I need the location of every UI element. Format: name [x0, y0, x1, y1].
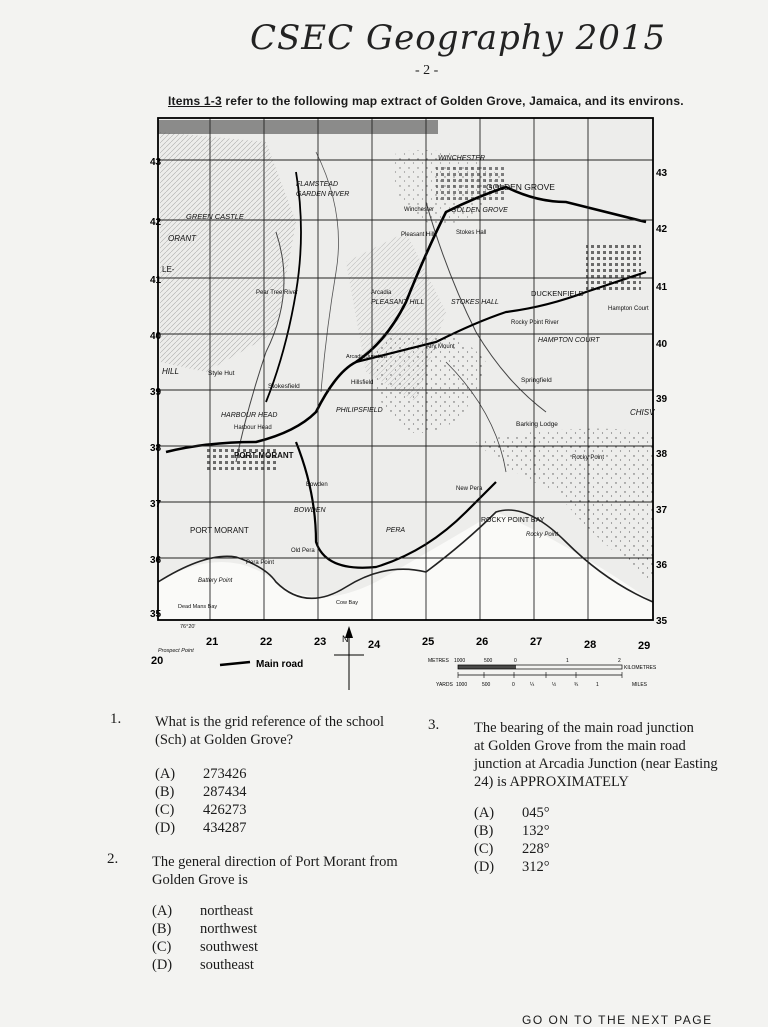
edge-label: CHISV [630, 408, 655, 417]
question-text: Golden Grove is [152, 872, 248, 888]
svg-text:1: 1 [566, 658, 569, 664]
northing-right: 43 [656, 168, 668, 179]
place-label: Pear Tree River [256, 290, 299, 296]
northing-right: 39 [656, 394, 668, 405]
northing-left: 38 [150, 443, 162, 454]
place-label: Style Hut [208, 370, 235, 377]
svg-text:1000: 1000 [456, 682, 468, 688]
place-label: GREEN CASTLE [186, 212, 244, 221]
legend-road-sample [220, 662, 250, 665]
place-label: PHILIPSFIELD [336, 407, 383, 414]
svg-text:1000: 1000 [454, 658, 466, 664]
svg-text:0: 0 [514, 658, 517, 664]
northing-left: 42 [150, 217, 162, 228]
answer-option[interactable]: (B) 287434 [155, 784, 247, 800]
question-text: junction at Arcadia Junction (near Easting [474, 756, 718, 772]
northing-right: 35 [656, 616, 668, 627]
northing-right: 38 [656, 449, 668, 460]
place-label: Springfield [521, 377, 552, 384]
place-label: GARDEN RIVER [296, 191, 350, 198]
answer-option[interactable]: (C) 426273 [155, 802, 247, 818]
svg-text:500: 500 [484, 658, 493, 664]
answer-option[interactable]: (B) northwest [152, 921, 258, 937]
page-number: - 2 - [415, 63, 439, 78]
place-label: Battery Point [198, 578, 233, 584]
answer-option[interactable]: (D) 312° [474, 859, 550, 875]
edge-label: HILL [162, 367, 179, 376]
northing-left: 36 [150, 555, 162, 566]
question-text: at Golden Grove from the main road [474, 738, 686, 754]
northing-left: 39 [150, 387, 162, 398]
legend-road-label: Main road [256, 659, 304, 670]
place-label: HAMPTON COURT [538, 337, 600, 344]
answer-option[interactable]: (A) 045° [474, 805, 550, 821]
northing-right: 37 [656, 505, 668, 516]
place-label: 76°20' [180, 624, 196, 630]
place-label: Dead Mans Bay [178, 604, 218, 610]
place-label: PORT MORANT [234, 451, 294, 460]
answer-option[interactable]: (C) 228° [474, 841, 550, 857]
next-page-note: GO ON TO THE NEXT PAGE [522, 1013, 713, 1027]
north-arrow [334, 626, 364, 690]
question-number: 2. [107, 851, 119, 867]
place-label: Rocky Point [572, 455, 605, 461]
easting: 23 [314, 636, 327, 648]
place-label: Harbour Head [234, 425, 272, 431]
question-text: The bearing of the main road junction [474, 720, 694, 736]
place-label: Prospect Point [158, 648, 194, 654]
place-label: Bowden [306, 482, 328, 488]
place-label: Winchester [404, 207, 435, 213]
easting: 27 [530, 636, 543, 648]
answer-option[interactable]: (A) northeast [152, 903, 254, 919]
map-intro-text [168, 94, 684, 108]
topographic-map [146, 112, 666, 702]
place-label: STOKES HALL [451, 299, 499, 306]
svg-text:¾: ¾ [574, 682, 579, 688]
place-label: WINCHESTER [438, 155, 486, 162]
svg-text:METRES: METRES [428, 658, 449, 664]
northing-left: 43 [150, 157, 162, 168]
place-label: Rocky Point River [511, 320, 559, 326]
svg-text:½: ½ [552, 682, 557, 688]
place-label: GOLDEN GROVE [486, 182, 555, 192]
place-label: Hampton Court [608, 306, 649, 312]
place-label: Arcadia [371, 290, 392, 296]
answer-option[interactable]: (C) southwest [152, 939, 258, 955]
easting: 20 [151, 655, 164, 667]
easting: 22 [260, 636, 273, 648]
svg-text:0: 0 [512, 682, 515, 688]
scale-bar [428, 658, 657, 688]
answer-option[interactable]: (D) southeast [152, 957, 254, 973]
easting: 21 [206, 636, 219, 648]
svg-text:1: 1 [596, 682, 599, 688]
svg-text:500: 500 [482, 682, 491, 688]
edge-label: LE- [162, 265, 175, 274]
question-3 [474, 719, 744, 876]
northing-left: 40 [150, 331, 162, 342]
place-label: PLEASANT HILL [371, 299, 425, 306]
place-label: Rocky Point [526, 532, 559, 538]
easting: 29 [638, 640, 651, 652]
place-label: PERA [386, 527, 406, 534]
place-label: FLAMSTEAD [296, 181, 339, 188]
svg-text:¼: ¼ [530, 682, 535, 688]
northing-right: 36 [656, 560, 668, 571]
place-label: New Pera [456, 486, 483, 492]
northing-left: 35 [150, 609, 162, 620]
easting: 24 [368, 639, 381, 651]
place-label: HARBOUR HEAD [221, 412, 278, 419]
place-label: Airy Mount [426, 344, 455, 350]
northing-left: 37 [150, 499, 162, 510]
place-label: Barking Lodge [516, 421, 558, 428]
northing-right: 41 [656, 282, 668, 293]
top-shaded-strip [158, 120, 438, 134]
question-text: 24) is APPROXIMATELY [474, 774, 629, 790]
place-label: Pleasant Hill [401, 232, 435, 238]
place-label: Pera Point [246, 560, 275, 566]
question-text: (Sch) at Golden Grove? [155, 732, 294, 748]
question-text: What is the grid reference of the school [155, 714, 385, 730]
question-1 [155, 713, 415, 837]
svg-text:KILOMETRES: KILOMETRES [624, 665, 657, 671]
northing-right: 40 [656, 339, 668, 350]
items-reference: Items 1-3 [168, 94, 222, 108]
northing-left: 41 [150, 275, 162, 286]
place-label: BOWDEN [294, 507, 326, 514]
place-label: DUCKENFIELD [531, 289, 584, 298]
place-label: Stokesfield [268, 383, 300, 390]
easting: 28 [584, 639, 597, 651]
question-text: The general direction of Port Morant from [152, 854, 398, 870]
north-label: N [342, 634, 349, 644]
place-label: ROCKY POINT BAY [481, 517, 545, 524]
question-number: 1. [110, 711, 122, 727]
svg-text:MILES: MILES [632, 682, 648, 688]
handwritten-title: CSEC Geography 2015 [250, 18, 667, 58]
place-label: Arcadia Junction [346, 354, 387, 360]
answer-option[interactable]: (A) 273426 [155, 766, 247, 782]
answer-option[interactable]: (D) 434287 [155, 820, 247, 836]
easting: 25 [422, 636, 435, 648]
place-label: ORANT [168, 234, 196, 243]
svg-text:2: 2 [618, 658, 621, 664]
question-2 [152, 853, 412, 974]
answer-option[interactable]: (B) 132° [474, 823, 550, 839]
place-label: Stokes Hall [456, 230, 487, 236]
place-label: Hillsfield [351, 380, 374, 386]
place-label: PORT MORANT [190, 526, 249, 535]
intro-rest: refer to the following map extract of Golden Grove, Jamaica, and its environs. [221, 94, 684, 108]
easting: 26 [476, 636, 489, 648]
town-duckenfield [586, 242, 641, 292]
northing-right: 42 [656, 224, 668, 235]
place-label: GOLDEN GROVE [451, 207, 508, 214]
place-label: Cow Bay [336, 600, 359, 606]
place-label: Old Pera [291, 548, 315, 554]
svg-text:YARDS: YARDS [436, 682, 453, 688]
question-number: 3. [428, 717, 440, 733]
